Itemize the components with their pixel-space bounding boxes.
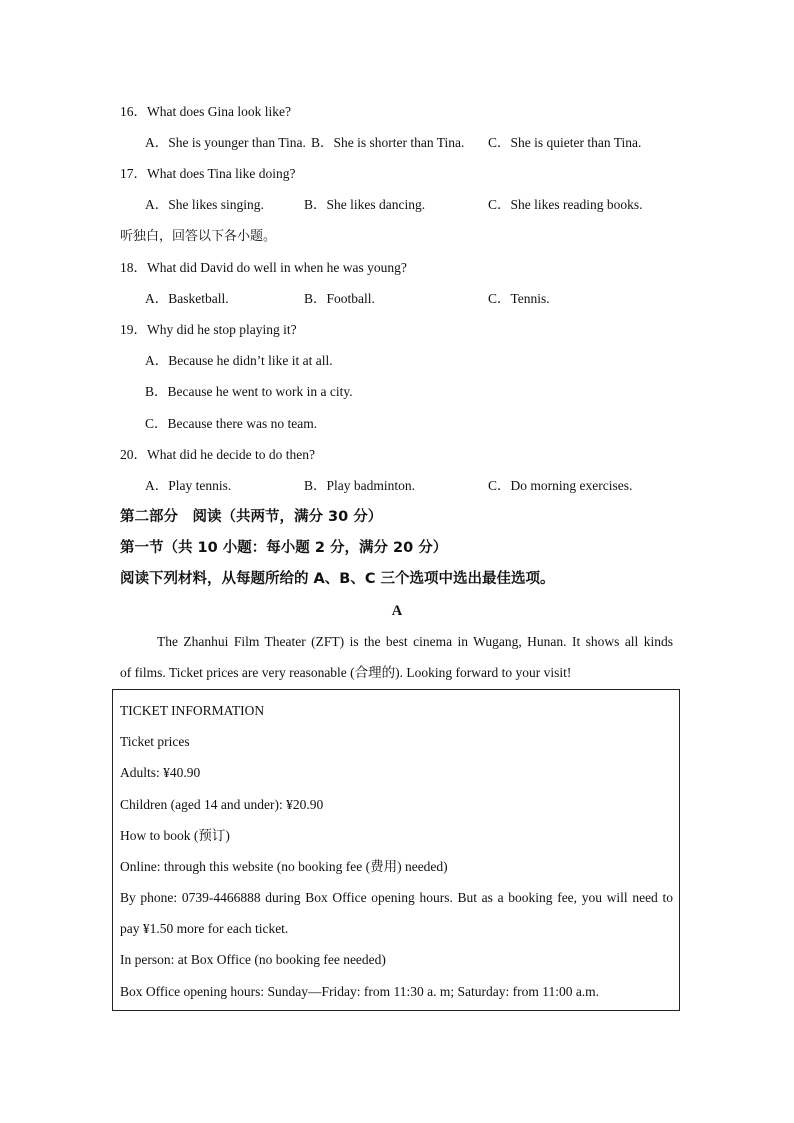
box-office-hours: Box Office opening hours: Sunday—Friday: from 11:30 a. m; Saturday: from 11:00 a.m. xyxy=(120,984,600,999)
q19-option-b: B．Because he went to work in a city. xyxy=(145,384,353,399)
question-20: 20．What did he decide to do then? xyxy=(120,447,315,462)
part-two-title: 第二部分 阅读（共两节，满分 30 分） xyxy=(120,509,383,525)
q18-option-c: C．Tennis. xyxy=(488,291,550,306)
phone-booking-line-1: By phone: 0739-4466888 during Box Office opening hours. But as a booking fee, you will need to xyxy=(120,890,673,905)
passage-label: A xyxy=(391,603,403,619)
online-booking: Online: through this website (no booking fee (费用) needed) xyxy=(120,859,448,874)
ticket-info-heading: TICKET INFORMATION xyxy=(120,703,265,718)
adult-price: Adults: ¥40.90 xyxy=(120,765,201,780)
question-17: 17．What does Tina like doing? xyxy=(120,166,296,181)
section-one-title: 第一节（共 10 小题：每小题 2 分，满分 20 分） xyxy=(120,540,448,556)
reading-instruction: 阅读下列材料，从每题所给的 A、B、C 三个选项中选出最佳选项。 xyxy=(120,571,555,587)
q18-option-b: B．Football. xyxy=(304,291,375,306)
q17-option-a: A．She likes singing. xyxy=(145,197,264,212)
intro-line-2: of films. Ticket prices are very reasonable (合理的). Looking forward to your visit! xyxy=(120,665,572,680)
question-19: 19．Why did he stop playing it? xyxy=(120,322,297,337)
q17-option-b: B．She likes dancing. xyxy=(304,197,426,212)
ticket-prices-heading: Ticket prices xyxy=(120,734,190,749)
q18-option-a: A．Basketball. xyxy=(145,291,229,306)
q20-option-c: C．Do morning exercises. xyxy=(488,478,633,493)
ticket-info-box xyxy=(112,689,680,1011)
q17-option-c: C．She likes reading books. xyxy=(488,197,643,212)
question-18: 18．What did David do well in when he was young? xyxy=(120,260,407,275)
phone-booking-line-2: pay ¥1.50 more for each ticket. xyxy=(120,921,289,936)
question-16: 16．What does Gina look like? xyxy=(120,104,291,119)
q16-option-c: C．She is quieter than Tina. xyxy=(488,135,642,150)
q16-option-a: A．She is younger than Tina. xyxy=(145,135,306,150)
q20-option-a: A．Play tennis. xyxy=(145,478,232,493)
in-person-booking: In person: at Box Office (no booking fee needed) xyxy=(120,952,386,967)
monologue-instruction: 听独白，回答以下各小题。 xyxy=(120,229,277,244)
q19-option-a: A．Because he didn’t like it at all. xyxy=(145,353,333,368)
intro-line-1: The Zhanhui Film Theater (ZFT) is the best cinema in Wugang, Hunan. It shows all kinds xyxy=(157,634,673,649)
child-price: Children (aged 14 and under): ¥20.90 xyxy=(120,797,324,812)
q20-option-b: B．Play badminton. xyxy=(304,478,415,493)
q19-option-c: C．Because there was no team. xyxy=(145,416,318,431)
q16-option-b: B．She is shorter than Tina. xyxy=(311,135,465,150)
how-to-book: How to book (预订) xyxy=(120,828,230,843)
